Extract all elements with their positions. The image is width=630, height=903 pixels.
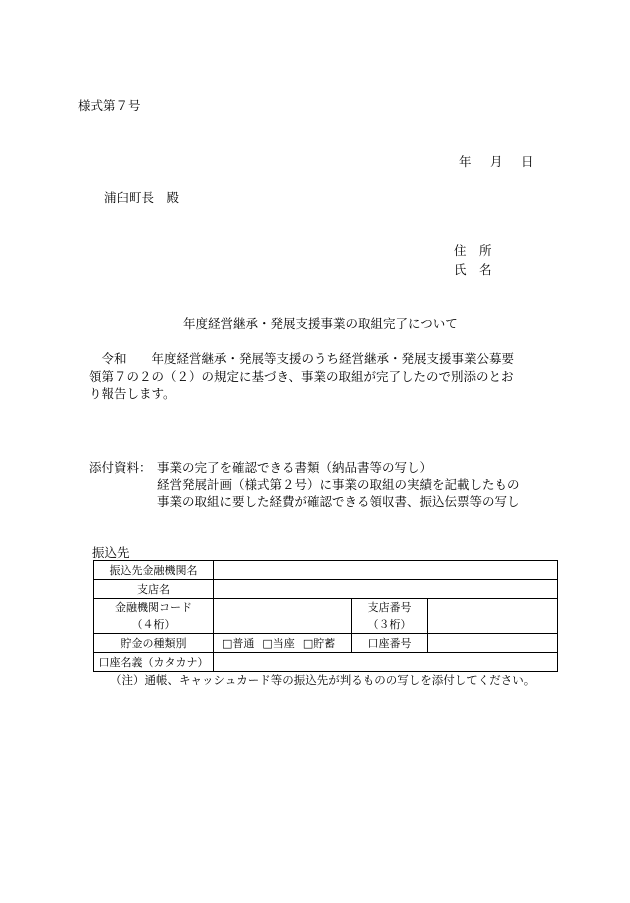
table-row	[94, 580, 558, 599]
branch-number-label-text: 支店番号	[367, 601, 412, 614]
body-line: り報告します。	[89, 386, 176, 401]
note: （注）通帳、キャッシュカード等の振込先が判るものの写しを添付してください。	[110, 673, 536, 687]
account-holder-field[interactable]	[214, 653, 558, 672]
account-number-label: 口座番号	[352, 634, 428, 653]
branch-number-label	[352, 599, 428, 634]
institution-code-label	[94, 599, 214, 634]
applicant-name-label: 氏 名	[454, 262, 492, 277]
checkbox-current[interactable]: □当座	[262, 637, 295, 650]
institution-name-field[interactable]	[214, 561, 558, 580]
attachment-item: 事業の完了を確認できる書類（納品書等の写し）	[157, 460, 433, 475]
institution-code-field[interactable]	[214, 599, 352, 634]
body-line: 領第７の２の（２）の規定に基づき、事業の取組が完了したので別添のとお	[89, 368, 514, 384]
institution-code-digits: （４桁）	[131, 618, 176, 631]
account-number-field[interactable]	[428, 634, 558, 653]
attachment-item: 事業の取組に要した経費が確認できる領収書、振込伝票等の写し	[157, 494, 520, 509]
table-row	[94, 599, 558, 634]
institution-name-label: 振込先金融機関名	[94, 561, 214, 580]
account-holder-label: 口座名義（カタカナ）	[94, 653, 214, 672]
form-number: 様式第７号	[78, 98, 141, 113]
date-line: 年 月 日	[459, 154, 537, 169]
attachments-label: 添付資料：	[89, 460, 152, 475]
branch-name-field[interactable]	[214, 580, 558, 599]
institution-code-label-text: 金融機関コード	[115, 601, 192, 614]
applicant-address-label: 住 所	[454, 243, 492, 258]
branch-number-digits: （３桁）	[367, 618, 412, 631]
addressee: 浦臼町長 殿	[104, 190, 180, 205]
document-title: 年度経営継承・発展支援事業の取組完了について	[183, 316, 458, 331]
bank-table	[93, 560, 558, 672]
body-paragraph	[89, 350, 567, 403]
checkbox-savings[interactable]: □貯蓄	[302, 637, 336, 650]
table-row	[94, 634, 558, 653]
table-row	[94, 561, 558, 580]
branch-name-label: 支店名	[94, 580, 214, 599]
table-row	[94, 653, 558, 672]
body-line: 令和 年度経営継承・発展等支援のうち経営継承・発展支援事業公募要	[89, 351, 515, 366]
branch-number-field[interactable]	[428, 599, 558, 634]
account-type-label: 貯金の種類別	[94, 634, 214, 653]
account-type-options	[214, 634, 352, 653]
checkbox-ordinary[interactable]: □普通	[222, 637, 255, 650]
attachment-item: 経営発展計画（様式第２号）に事業の取組の実績を記載したもの	[157, 477, 520, 492]
bank-heading: 振込先	[92, 545, 130, 560]
